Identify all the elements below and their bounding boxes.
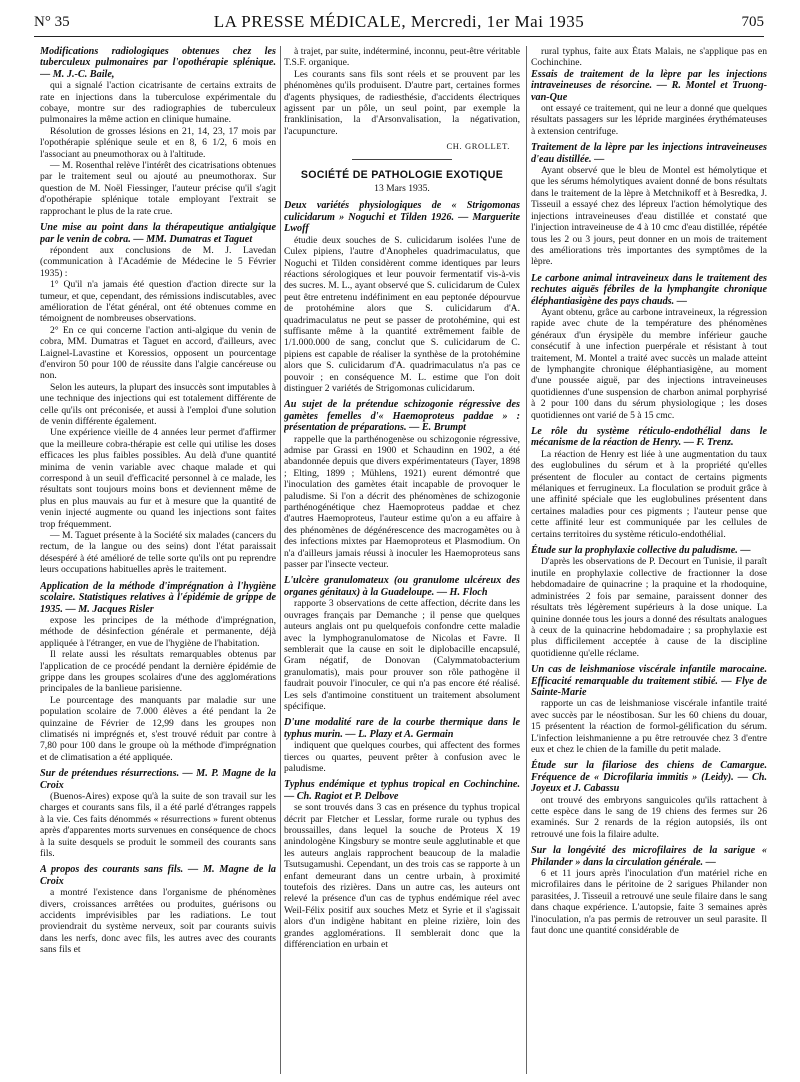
article-paragraph: indiquent que quelques courbes, qui affectent des formes tierces ou quartes, peuvent prêter à confusion avec le paludisme.	[284, 740, 520, 774]
article-paragraph: Ayant observé que le bleu de Montel est hémolytique et que les sérums hémolytiques avaient donné de bons résultats dans le traitement de la lèpre à Metchnikoff et à Besredka, J. Tisseuil a essayé chez des lépreux l'action hémolytique des injections intraveineuses d'eau distillée et constaté que l'injection intraveineuse de 4 à 10 cmc d'eau distillée, répétée tous les 2 ou 3 jours, peut donner en un mois de traitement des améliorations très importantes des symptômes de la lèpre.	[531, 165, 767, 268]
section-date: 13 Mars 1935.	[374, 183, 430, 195]
article-title: Étude sur la filariose des chiens de Camargue. Fréquence de « Dicrofilaria immitis » (Leidy). — Ch. Joyeux et J. Cabassu	[531, 760, 767, 795]
article-paragraph: 2° En ce qui concerne l'action anti-algique du venin de cobra, MM. Dumatras et Taguet en accord, d'ailleurs, avec Laignel-Lavastine et Koressios, opposent un pourcentage d'environ 50 pour 100 de réussite dans l'algie cancéreuse ou non.	[40, 324, 276, 382]
article-title: Sur de prétendues résurrections. — M. P. Magne de la Croix	[40, 768, 276, 791]
article	[284, 575, 520, 712]
section-title: SOCIÉTÉ DE PATHOLOGIE EXOTIQUE	[300, 168, 504, 181]
article	[531, 845, 767, 936]
article	[40, 768, 276, 859]
article-paragraph: ont trouvé des embryons sanguicoles qu'ils rattachent à cette espèce dans le sang de 19 chiens des fermes sur 26 examinés. Sur 2 renards de la région autopsiés, ils ont retrouvé une fois la filaire adulte.	[531, 794, 767, 840]
article-title: Traitement de la lèpre par les injections intraveineuses d'eau distillée. —	[531, 142, 767, 165]
article	[284, 200, 520, 394]
article-title: D'une modalité rare de la courbe thermique dans le typhus murin. — L. Plazy et A. Germain	[284, 717, 520, 740]
article-paragraph: Les courants sans fils sont réels et se prouvent par les phénomènes qu'ils produisent. D'autre part, certaines formes d'agents physiques, de radiesthésie, d'accidents électriques agissent par un pôle, un seul point, par exemple la franklinisation, la d'Arsonvalisation, la négativation, l'acupuncture.	[284, 68, 520, 137]
publication-title: LA PRESSE MÉDICALE, Mercredi, 1er Mai 1935	[213, 12, 585, 31]
article-paragraph: Ayant obtenu, grâce au carbone intraveineux, la régression rapide avec chute de la température des phénomènes généraux d'un érysipèle du membre inférieur gauche consécutif à une infection puerpérale et résistant à tout traitement, M. Montel a traité avec succès un malade atteint de lymphangite chronique éléphantiasigène, au moment d'une poussée aiguë, par des injections intraveineuses quotidiennes d'une suspension de charbon animal porphyrisé à 2 pour 100 dans du sérum physiologique ; les doses quotidiennes ont varié de 5 à 15 cmc.	[531, 306, 767, 421]
article-paragraph: 6 et 11 jours après l'inoculation d'un matériel riche en microfilaires dans le péritoine de 2 sarigues Philander non parasitées, J. Tisseuil a retrouvé une seule filaire dans le sang dans chaque expérience. L'autopsie, faite 3 semaines après l'inoculation, n'a pas permis de retrouver un seul parasite. Il faut donc une quantité considérable de	[531, 868, 767, 937]
article-paragraph: étudie deux souches de S. culicidarum isolées l'une de Culex pipiens, l'autre d'Anopheles quadrimaculatus, que Noguchi et Tilden considèrent comme identiques par leurs réactions sérologiques et leur pouvoir fermentatif vis-à-vis des sucres. M. L., ayant observé que S. culicidarum de Culex peut être entretenu indéfiniment en eau peptonée dépourvue de protohémine alors que S. culicidarum d'A. quadrimaculatus ne peut se passer de protohémine, qui est suffisante même à la quantité extrêmement faible de 1/1.000.000 de sang, conclut que S. culicidarum de C. pipiens est capable de réaliser la synthèse de la protohémine alors que S. culicidarum d'A. quadrimaculatus n'a pas ce pouvoir ; en conséquence M. L. estime que l'on doit distinguer 2 variétés de Strigomonas culicidarum.	[284, 234, 520, 394]
column-middle	[284, 46, 520, 1074]
article-paragraph: Le pourcentage des manquants par maladie sur une population scolaire de 7.000 élèves a été pendant la 2e quinzaine de Février de 12,99 dans les groupes non climatisés ni imprégnés et, s'est trouvé réduit par contre à 7,80 pour 100 dans le groupe où la méthode d'imprégnation et de climatisation a été appliquée.	[40, 694, 276, 763]
page-number: 705	[741, 14, 764, 30]
signature: CH. GROLLET.	[446, 141, 510, 152]
article-title: Sur la longévité des microfilaires de la sarigue « Philander » dans la circulation générale. —	[531, 845, 767, 868]
article-paragraph: Selon les auteurs, la plupart des insuccès sont imputables à une technique des injections qui est totalement différente de celle qu'ils ont préconisée, et aussi à l'emploi d'une solution de venin différente également.	[40, 381, 276, 427]
article-paragraph: expose les principes de la méthode d'imprégnation, méthode de désinfection générale et permanente, déjà appliquée à l'étranger, en vue de l'hygiène de l'habitation.	[40, 614, 276, 649]
article	[40, 46, 276, 217]
article-title: Une mise au point dans la thérapeutique antialgique par le venin de cobra. — MM. Dumatras et Taguet	[40, 222, 276, 245]
column-divider	[280, 46, 281, 1074]
column-right	[531, 46, 767, 1074]
article	[531, 69, 767, 137]
article-title: Application de la méthode d'imprégnation à l'hygiène scolaire. Statistiques relatives à l'épidémie de grippe de 1935. — M. Jacques Risler	[40, 580, 276, 615]
article-paragraph: répondent aux conclusions de M. J. Lavedan (communication à l'Académie de Médecine le 5 Février 1935) :	[40, 244, 276, 279]
article-paragraph: Résolution de grosses lésions en 21, 14, 23, 17 mois par l'opothérapie splénique seule et en 8, 6 1/2, 6 mois en l'associant au pneumothorax ou à l'altitude.	[40, 125, 276, 160]
article	[284, 717, 520, 774]
article-paragraph: qui a signalé l'action cicatrisante de certains extraits de rate en injections dans la tuberculose expérimentale du cobaye, montre sur des radiographies de tuberculeux pulmonaires la même action en clinique humaine.	[40, 80, 276, 126]
article-paragraph: rappelle que la parthénogenèse ou schizogonie régressive, admise par Grassi en 1900 et Schaudinn en 1902, a été abandonnée depuis que divers expérimentateurs (Tayer, 1898 ; Elting, 1899 ; Mühlens, 1921) eurent démontré que l'inoculation des gamètes était incapable de provoquer le paludisme. Si l'on a décrit des phénomènes de schizogonie parthénogénétique chez Haemoproteus paddae et chez d'autres Haemoproteus, l'auteur estime qu'on a eu affaire à des phénomènes de dégénérescence des macrogamètes ou à des infections mixtes par Haemoproteus et Plasmodium. On n'a d'ailleurs jamais réussi à inoculer les Haemoproteus sans passer par l'insecte vecteur.	[284, 433, 520, 571]
article	[40, 222, 276, 576]
article	[531, 426, 767, 540]
article-title: L'ulcère granulomateux (ou granulome ulcéreux des organes génitaux) à la Guadeloupe. — H. Floch	[284, 575, 520, 598]
article	[40, 581, 276, 764]
article-title: Deux variétés physiologiques de « Strigomonas culicidarum » Noguchi et Tilden 1926. — Marguerite Lwoff	[284, 200, 520, 235]
article-paragraph: à trajet, par suite, indéterminé, inconnu, peut-être véritable T.S.F. organique.	[284, 46, 520, 69]
article-paragraph: Une expérience vieille de 4 années leur permet d'affirmer que la meilleure cobra-thérapie est celle qui utilise les doses efficaces les plus faibles possibles. Au delà d'une quantité minima de venin variable avec chaque malade et qui correspond à un seuil d'efficacité personnel à ce malade, les résultats sont toujours moins bons et deviennent même de plus en plus mauvais au fur et à mesure que la quantité de venin injecté augmente ou quand les injections sont faites trop fréquemment.	[40, 427, 276, 530]
article-paragraph: rural typhus, faite aux États Malais, ne s'applique pas en Cochinchine.	[531, 46, 767, 69]
column-left	[40, 46, 276, 1074]
article-paragraph: — M. Rosenthal relève l'intérêt des cicatrisations obtenues par le traitement seul ou ajouté au pneumothorax. Sur question de M. Noël Fiessinger, l'auteur précise qu'il s'agit d'opothérapie splénique totale employant l'extrait se rapprochant le plus de la rate crue.	[40, 160, 276, 217]
article-paragraph: Il relate aussi les résultats remarquables obtenus par l'application de ce procédé pendant la dernière épidémie de grippe dans les groupes scolaires d'une des agglomérations principales de la banlieue parisienne.	[40, 649, 276, 695]
article	[531, 273, 767, 421]
article-title: Un cas de leishmaniose viscérale infantile marocaine. Efficacité remarquable du traitement stibié. — Flye de Sainte-Marie	[531, 664, 767, 698]
column-divider	[526, 46, 527, 1074]
article-paragraph: (Buenos-Aires) expose qu'à la suite de son travail sur les charges et courants sans fils, il a été parlé d'étranges rappels à la vie. Ces faits dénommés « résurrections » furent obtenus après d'apparentes morts survenues en conséquence de chocs à la suite desquels se produit le sommeil des courants sans fils.	[40, 791, 276, 860]
article	[531, 545, 767, 659]
article-title: Modifications radiologiques obtenues chez les tuberculeux pulmonaires par l'opothérapie splénique. — M. J.-C. Baile,	[40, 46, 276, 80]
article-paragraph: a montré l'existence dans l'organisme de phénomènes divers, croissances arrêtées ou produites, guérisons ou accidents imprévisibles par les radiations. Le tout proviendrait du système nerveux, soit par courants suivis dans les nerfs, donc avec fils, les autres avec des courants sans fils et	[40, 887, 276, 956]
article-paragraph: rapporte 3 observations de cette affection, décrite dans les ouvrages français par Demanche ; il pense que quelques auteurs anglais ont pu quelquefois confondre cette maladie avec la lymphogranulomatose de Nicolas et Favre. Il semblerait que la cause en soit le diplobacille encapsulé, Gram négatif, de Donovan (Calymmatobacterium granulomatis), mais pour prouver son rôle pathogène il faudrait pouvoir l'inoculer, ce qui n'a pas encore été réalisé. Les sels d'antimoine constituent un traitement absolument spécifique.	[284, 598, 520, 712]
article-title: Au sujet de la prétendue schizogonie régressive des gamètes femelles d'« Haemoproteus paddae » : présentation de préparations. — E. Brumpt	[284, 399, 520, 434]
article	[531, 142, 767, 267]
article	[40, 864, 276, 955]
article-title: Typhus endémique et typhus tropical en Cochinchine. — Ch. Ragiot et P. Delbove	[284, 779, 520, 802]
article-paragraph: se sont trouvés dans 3 cas en présence du typhus tropical décrit par Fletcher et Lesslar, forme rurale ou typhus des broussailles, dans lequel la souche de Proteus X 19 anindologène Kingsbury se montre seule agglutinable et que les auteurs anglais rapprochent beaucoup de la maladie Tsutsugamushi. Cependant, un des trois cas se rapporte à un enfant demeurant dans un centre urbain, à proximité toutefois des rizières. Dans un autre cas, les auteurs ont relevé la présence d'un cas de typhus endémique réel avec Weil-Félix positif aux souches Metz et Syrie et il s'agissait alors d'un indigène habitant en pleine rizière, loin des grandes agglomérations. Il semblerait donc que la différenciation en urbain et	[284, 802, 520, 951]
article-title: Étude sur la prophylaxie collective du paludisme. —	[531, 545, 751, 557]
section-divider	[352, 159, 452, 160]
issue-number: N° 35	[34, 14, 70, 30]
page-header	[34, 14, 764, 37]
article	[284, 779, 520, 950]
article	[531, 760, 767, 840]
article	[284, 399, 520, 570]
article-paragraph: — M. Taguet présente à la Société six malades (cancers du rectum, de la langue ou des seins) dont l'état paraissait désespéré à été amélioré de telle sorte qu'ils ont pu reprendre leurs occupations habituelles après le traitement.	[40, 530, 276, 576]
article-paragraph: La réaction de Henry est liée à une augmentation du taux des euglobulines du sérum et à la propriété qu'elles présentent de floculer au contact de certains pigments mélaniques et ferrugineux. La floculation se produit grâce à une affinité spéciale que les euglobulines présentent dans certaines maladies pour ces pigments ; l'auteur pense que cette affinité leur est communiquée par les cellules de certains territoires du système réticulo-endothélial.	[531, 448, 767, 540]
article-title: Le carbone animal intraveineux dans le traitement des rechutes aiguës fébriles de la lymphangite chronique éléphantiasigène des pays chauds. —	[531, 272, 767, 307]
article-paragraph: D'après les observations de P. Decourt en Tunisie, il paraît inutile en prophylaxie collective de fractionner la dose hebdomadaire de quinacrine ; la praquine et la rhodoquine, administrées 2 fois par semaine, paraissent donner des résultats très légèrement supérieurs à la dose unique. La quinine donnée tous les jours a donné des résultats analogues à ceux de la quinacrine hebdomadaire ; sa prophylaxie est plus difficilement acceptée à cause de la discipline quotidienne qu'elle réclame.	[531, 556, 767, 659]
article-title: Le rôle du système réticulo-endothélial dans le mécanisme de la réaction de Henry. — F. Trenz.	[531, 426, 767, 449]
article	[531, 664, 767, 755]
article-title: A propos des courants sans fils. — M. Magne de la Croix	[40, 864, 276, 887]
article-paragraph: rapporte un cas de leishmaniose viscérale infantile traité avec succès par le néostibosan. Sur les 60 chiens du douar, 15 présentent la réaction de formol-gélification du sérum. L'infection leishmanienne a pu être retrouvée chez 3 d'entre eux et chez le chien de la famille du petit malade.	[531, 698, 767, 755]
article-title: Essais de traitement de la lèpre par les injections intraveineuses de résorcine. — R. Montel et Truong-van-Que	[531, 68, 767, 103]
article-paragraph: 1° Qu'il n'a jamais été question d'action directe sur la tumeur, et que, cependant, des rémissions indiscutables, avec amélioration de l'état général, ont été obtenues comme en témoignent de nombreuses observations.	[40, 279, 276, 325]
article-paragraph: ont essayé ce traitement, qui ne leur a donné que quelques résultats passagers sur les lépride marginées érythémateuses à extension centrifuge.	[531, 103, 767, 137]
